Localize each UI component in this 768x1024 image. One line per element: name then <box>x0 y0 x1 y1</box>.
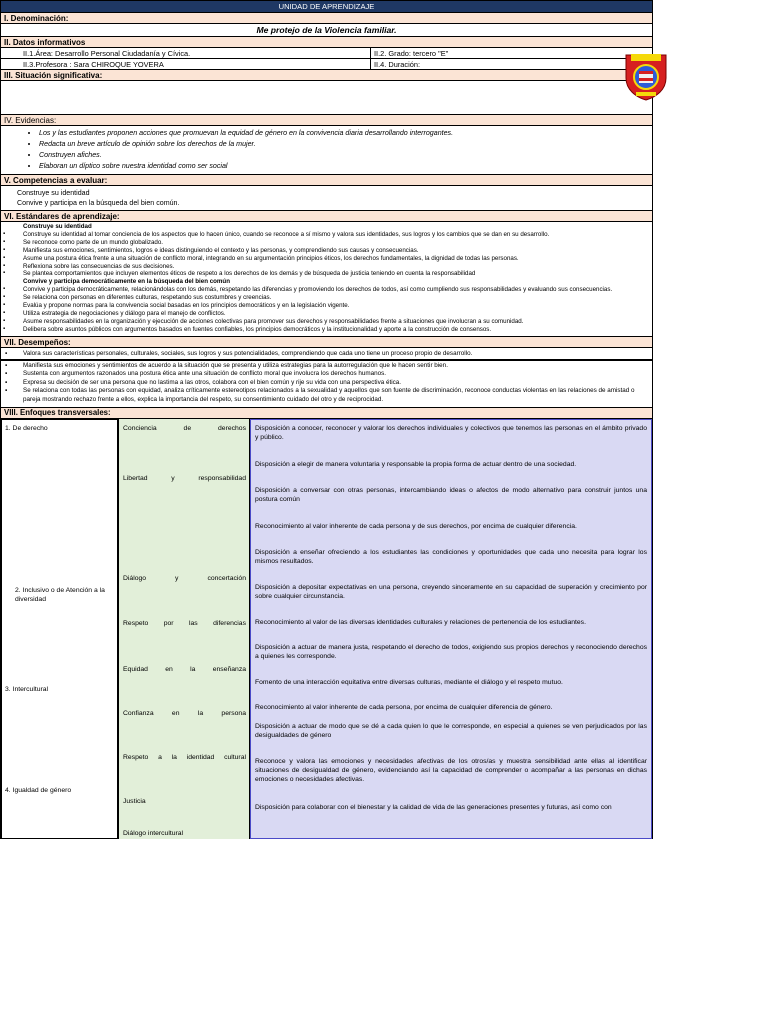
valor-name: Conciencia de derechos <box>123 424 246 432</box>
desempeno-item: ▪ Valora sus características personales, culturales, sociales, sus logros y sus potencialidades, comprendiendo que cada uno tiene un proceso propio de desarrollo. <box>3 349 650 358</box>
estandar-item: ▪ Evalúa y propone normas para la convivencia social basadas en los principios democráticos y en la legislación vigente. <box>3 302 650 310</box>
evidencia-item: • Redacta un breve artículo de opinión sobre los derechos de la mujer. <box>39 139 652 150</box>
duracion-field: II.4. Duración: <box>374 60 421 69</box>
estandar-item: ▪ Delibera sobre asuntos públicos con argumentos basados en fuentes confiables, los principios democráticos y la institucionalidad y aporte a la construcción de consensos. <box>3 326 650 334</box>
estandar-item: ▪ Se reconoce como parte de un mundo globalizado. <box>3 239 650 247</box>
estandares-content <box>1 222 652 337</box>
grado-field: II.2. Grado: tercero "E" <box>374 49 449 58</box>
competencias-content <box>1 186 652 211</box>
desempeno-item: ▪ Sustenta con argumentos razonados una postura ética ante una situación de conflicto moral que involucra los derechos humanos. <box>3 370 650 379</box>
actitud-text: Disposición a actuar de manera justa, respetando el derecho de todos, exigiendo sus propios derechos y reconociendo derechos a quienes les corresponde. <box>255 643 647 660</box>
evidencia-item: • Los y las estudiantes proponen acciones que promuevan la equidad de género en la convivencia diaria desarrollando interrogantes. <box>39 128 652 139</box>
desempenos-label: VII. Desempeños: <box>1 337 652 348</box>
actitud-text: Disposición a actuar de modo que se dé a cada quien lo que le corresponde, en especial a quienes se ven perjudicados por las desigualdades de género <box>255 722 647 739</box>
estandar-item: ▪ Reflexiona sobre las consecuencias de sus decisiones. <box>3 263 650 271</box>
desempenos-continuation <box>1 361 652 407</box>
estandar-item: ▪ Se plantea comportamientos que incluyen elementos éticos de respeto a los derechos de los demás y de búsqueda de justicia teniendo en cuenta la responsabilidad <box>3 270 650 278</box>
situacion-label: III. Situación significativa: <box>1 70 652 81</box>
enfoque-name: 4. Igualdad de género <box>5 786 72 794</box>
enfoque-name: 1. De derecho <box>5 424 48 432</box>
estandar-item: ▪ Se relaciona con personas en diferentes culturas, respetando sus costumbres y creencias. <box>3 294 650 302</box>
estandar-item: ▪ Asume una postura ética frente a una situación de conflicto moral, integrando en su argumentación principios éticos, los derechos fundamentales, la dignidad de todas las personas. <box>3 255 650 263</box>
evidencia-item: • Elaboran un díptico sobre nuestra identidad como ser social <box>39 161 652 172</box>
evidencias-content <box>1 126 652 175</box>
desempeno-item: ▪ Expresa su decisión de ser una persona que no lastima a las otros, colabora con el bien común y rije su vida con una perspectiva ética. <box>3 379 650 388</box>
desempeno-item: ▪ Manifiesta sus emociones y sentimientos de acuerdo a la situación que se presenta y utiliza estrategias para la autorregulación que le hacen sentir bien. <box>3 362 650 371</box>
estandares-label: VI. Estándares de aprendizaje: <box>1 211 652 222</box>
competencias-label: V. Competencias a evaluar: <box>1 175 652 186</box>
actitud-text: Reconocimiento al valor de las diversas identidades culturales y relaciones de pertenencia de los estudiantes. <box>255 618 586 626</box>
estandar-item: ▪ Manifiesta sus emociones, sentimientos, logros e ideas distinguiendo el contexto y las personas, y comprendiendo sus causas y consecuencias. <box>3 247 650 255</box>
valor-name: Respeto por las diferencias <box>123 619 246 627</box>
denominacion-label: I. Denominación: <box>1 13 652 24</box>
valor-name: Respeto a la identidad cultural <box>123 753 246 761</box>
valor-name: Confianza en la persona <box>123 709 246 717</box>
actitud-text: Disposición a depositar expectativas en una persona, creyendo sinceramente en su capacidad de superación y crecimiento por sobre cualquier circunstancia. <box>255 583 647 600</box>
unidad-header: UNIDAD DE APRENDIZAJE <box>1 1 652 13</box>
desempeno-item: ▪ Se relaciona con todas las personas con equidad, analiza críticamente estereotipos relacionados a la sexualidad y aquellos que son fuente de discriminación, reconoce conductas violentas en las relaciones de amistad o pareja mostrando rechazo frente a ellos, explica la importancia del respeto, su consentimiento cuidado del otro y de reciprocidad. <box>3 387 650 404</box>
valor-name: Libertad y responsabilidad <box>123 474 246 482</box>
enfoque-name: 3. Intercultural <box>5 685 49 693</box>
actitud-text: Reconocimiento al valor inherente de cada persona, por encima de cualquier diferencia de género. <box>255 703 553 711</box>
estandar-item: ▪ Convive y participa democráticamente, relacionándolas con los demás, respetando las diferencias y promoviendo los derechos de todos, así como cumpliendo sus responsabilidades y evaluando sus consecuencias. <box>3 286 650 294</box>
unidad-aprendizaje-continuation <box>0 360 653 839</box>
unidad-aprendizaje-table <box>0 0 653 360</box>
situacion-content <box>1 81 652 115</box>
actitud-text: Disposición a enseñar ofreciendo a los estudiantes las condiciones y oportunidades que cada uno necesita para lograr los mismos resultados. <box>255 548 647 565</box>
estandar-item: ▪ Asume responsabilidades en la organización y ejecución de acciones colectivas para promover sus derechos y responsabilidades frente a situaciones que involucran a su comunidad. <box>3 318 650 326</box>
estandar-subheading: Construye su identidad <box>23 223 92 230</box>
actitud-text: Fomento de una interacción equitativa entre diversas culturas, mediante el diálogo y el respeto mutuo. <box>255 678 563 686</box>
denominacion-title: Me protejo de la Violencia familiar. <box>1 24 652 37</box>
enfoques-column <box>1 419 118 839</box>
actitud-text: Disposición a conocer, reconocer y valorar los derechos individuales y colectivos que tenemos las personas en el ámbito privado y público. <box>255 424 647 441</box>
evidencia-item: • Construyen afiches. <box>39 150 652 161</box>
area-field: II.1.Área: Desarrollo Personal Ciudadanía y Cívica. <box>1 48 371 58</box>
actitud-text: Disposición para colaborar con el bienestar y la calidad de vida de las generaciones presentes y futuras, así como con <box>255 803 612 811</box>
datos-label: II. Datos informativos <box>1 37 652 48</box>
estandar-item: ▪ Construye su identidad al tomar conciencia de los aspectos que lo hacen único, cuando se reconoce a sí mismo y valora sus identidades, sus logros y los cambios que se dan en su desarrollo. <box>3 231 650 239</box>
actitud-text: Disposición a elegir de manera voluntaria y responsable la propia forma de actuar dentro de una sociedad. <box>255 460 577 468</box>
school-crest-icon <box>622 52 670 102</box>
actitud-text: Reconocimiento al valor inherente de cada persona y de sus derechos, por encima de cualquier diferencia. <box>255 522 577 530</box>
competencia-item: Construye su identidad <box>17 189 90 197</box>
estandar-subheading: Convive y participa democráticamente en la búsqueda del bien común <box>23 278 230 286</box>
valor-name: Diálogo y concertación <box>123 574 246 582</box>
valor-name: Equidad en la enseñanza <box>123 665 246 673</box>
enfoque-name: 2. Inclusivo o de Atención a la diversidad <box>15 586 105 603</box>
valor-name: Justicia <box>123 797 146 805</box>
enfoques-table <box>1 419 652 839</box>
enfoques-label: VIII. Enfoques transversales: <box>1 407 652 419</box>
valor-name: Diálogo intercultural <box>123 829 184 837</box>
competencia-item: Convive y participa en la búsqueda del bien común. <box>17 199 180 207</box>
desempenos-content <box>1 348 652 359</box>
evidencias-label: IV. Evidencias: <box>1 115 652 126</box>
actitud-text: Reconoce y valora las emociones y necesidades afectivas de los otros/as y muestra sensibilidad ante ellas al identificar situaciones de desigualdad de género, evidenciando así la capacidad de comprender o acompañar a las personas en dichas emociones o necesidades afectivas. <box>255 757 647 783</box>
estandar-item: ▪ Utiliza estrategia de negociaciones y diálogo para el manejo de conflictos. <box>3 310 650 318</box>
profesora-field: II.3.Profesora : Sara CHIROQUE YOVERA <box>1 59 371 69</box>
datos-row-2 <box>1 59 652 70</box>
actitud-text: Disposición a conversar con otras personas, intercambiando ideas o afectos de modo alternativo para construir juntos una postura común <box>255 486 647 503</box>
datos-row-1 <box>1 48 652 59</box>
